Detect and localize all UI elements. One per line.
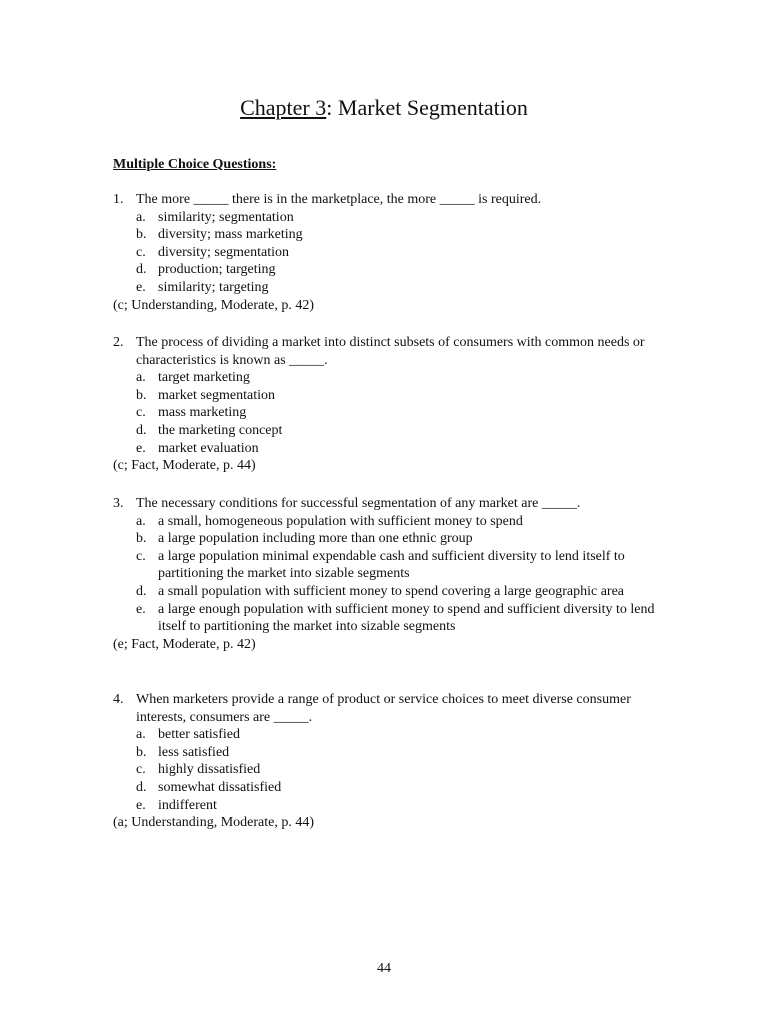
option-text: target marketing: [158, 370, 250, 386]
option-letter: e.: [136, 440, 146, 456]
option-letter: b.: [136, 387, 147, 403]
option-c: [136, 404, 673, 422]
option-text: production; targeting: [158, 262, 276, 278]
option-letter: d.: [136, 262, 147, 278]
option-text: the marketing concept: [158, 422, 283, 438]
chapter-label: Chapter 3: [240, 95, 327, 120]
question-number: 4.: [113, 692, 124, 707]
option-letter: d.: [136, 422, 147, 438]
option-text: a small population with sufficient money to spend covering a large geographic area: [158, 583, 625, 599]
answer-key: (a; Understanding, Moderate, p. 44): [113, 815, 314, 831]
option-e: [136, 601, 673, 636]
question-stem: The process of dividing a market into distinct subsets of consumers with common needs or characteristics is known as _____.: [136, 335, 645, 368]
option-text: diversity; mass marketing: [158, 227, 303, 243]
section-heading: Multiple Choice Questions:: [113, 157, 277, 172]
option-letter: c.: [136, 762, 146, 778]
question-stem: The more _____ there is in the marketplace, the more _____ is required.: [136, 192, 542, 207]
option-a: [136, 209, 673, 227]
question-2: [113, 334, 673, 475]
option-letter: c.: [136, 244, 146, 260]
option-a: [136, 726, 673, 744]
option-text: a large enough population with sufficient money to spend and sufficient diversity to lend itself to partitioning the market into sizable segments: [158, 601, 655, 635]
option-text: mass marketing: [158, 405, 247, 421]
option-letter: d.: [136, 583, 147, 599]
option-text: similarity; targeting: [158, 279, 269, 295]
option-letter: e.: [136, 797, 146, 813]
option-text: similarity; segmentation: [158, 209, 294, 225]
question-number: 3.: [113, 496, 124, 511]
chapter-title: : Market Segmentation: [326, 95, 528, 120]
option-letter: b.: [136, 744, 147, 760]
option-a: [136, 513, 673, 531]
answer-key: (e; Fact, Moderate, p. 42): [113, 636, 256, 652]
option-text: market evaluation: [158, 440, 259, 456]
option-c: [136, 548, 673, 583]
option-e: [136, 440, 673, 458]
option-d: [136, 422, 673, 440]
option-letter: a.: [136, 727, 146, 743]
option-text: highly dissatisfied: [158, 762, 261, 778]
option-e: [136, 797, 673, 815]
option-letter: d.: [136, 779, 147, 795]
question-number: 1.: [113, 192, 124, 207]
option-c: [136, 244, 673, 262]
question-stem: When marketers provide a range of product or service choices to meet diverse consumer interests, consumers are _____.: [136, 692, 631, 725]
answer-key: (c; Fact, Moderate, p. 44): [113, 458, 256, 474]
option-text: a small, homogeneous population with sufficient money to spend: [158, 513, 523, 529]
question-1: [113, 191, 673, 314]
option-b: [136, 226, 673, 244]
option-text: somewhat dissatisfied: [158, 779, 282, 795]
question-3: [113, 495, 673, 653]
option-b: [136, 744, 673, 762]
question-4: [113, 691, 673, 832]
option-letter: e.: [136, 601, 146, 617]
option-text: a large population including more than one ethnic group: [158, 531, 473, 547]
answer-key: (c; Understanding, Moderate, p. 42): [113, 297, 314, 313]
option-d: [136, 779, 673, 797]
option-d: [136, 583, 673, 601]
option-a: [136, 369, 673, 387]
option-letter: c.: [136, 405, 146, 421]
option-letter: e.: [136, 279, 146, 295]
page-title: [0, 94, 768, 122]
option-b: [136, 530, 673, 548]
option-d: [136, 261, 673, 279]
option-letter: b.: [136, 227, 147, 243]
option-letter: a.: [136, 209, 146, 225]
option-c: [136, 761, 673, 779]
question-stem: The necessary conditions for successful segmentation of any market are _____.: [136, 496, 581, 511]
option-b: [136, 387, 673, 405]
option-e: [136, 279, 673, 297]
option-letter: a.: [136, 513, 146, 529]
option-text: indifferent: [158, 797, 217, 813]
option-text: market segmentation: [158, 387, 276, 403]
option-text: better satisfied: [158, 727, 241, 743]
option-letter: c.: [136, 548, 146, 564]
option-text: a large population minimal expendable cash and sufficient diversity to lend itself to partitioning the market into sizable segments: [158, 548, 625, 582]
option-letter: b.: [136, 531, 147, 547]
option-text: diversity; segmentation: [158, 244, 290, 260]
page-number: 44: [377, 961, 391, 976]
option-text: less satisfied: [158, 744, 230, 760]
option-letter: a.: [136, 370, 146, 386]
question-number: 2.: [113, 335, 124, 350]
